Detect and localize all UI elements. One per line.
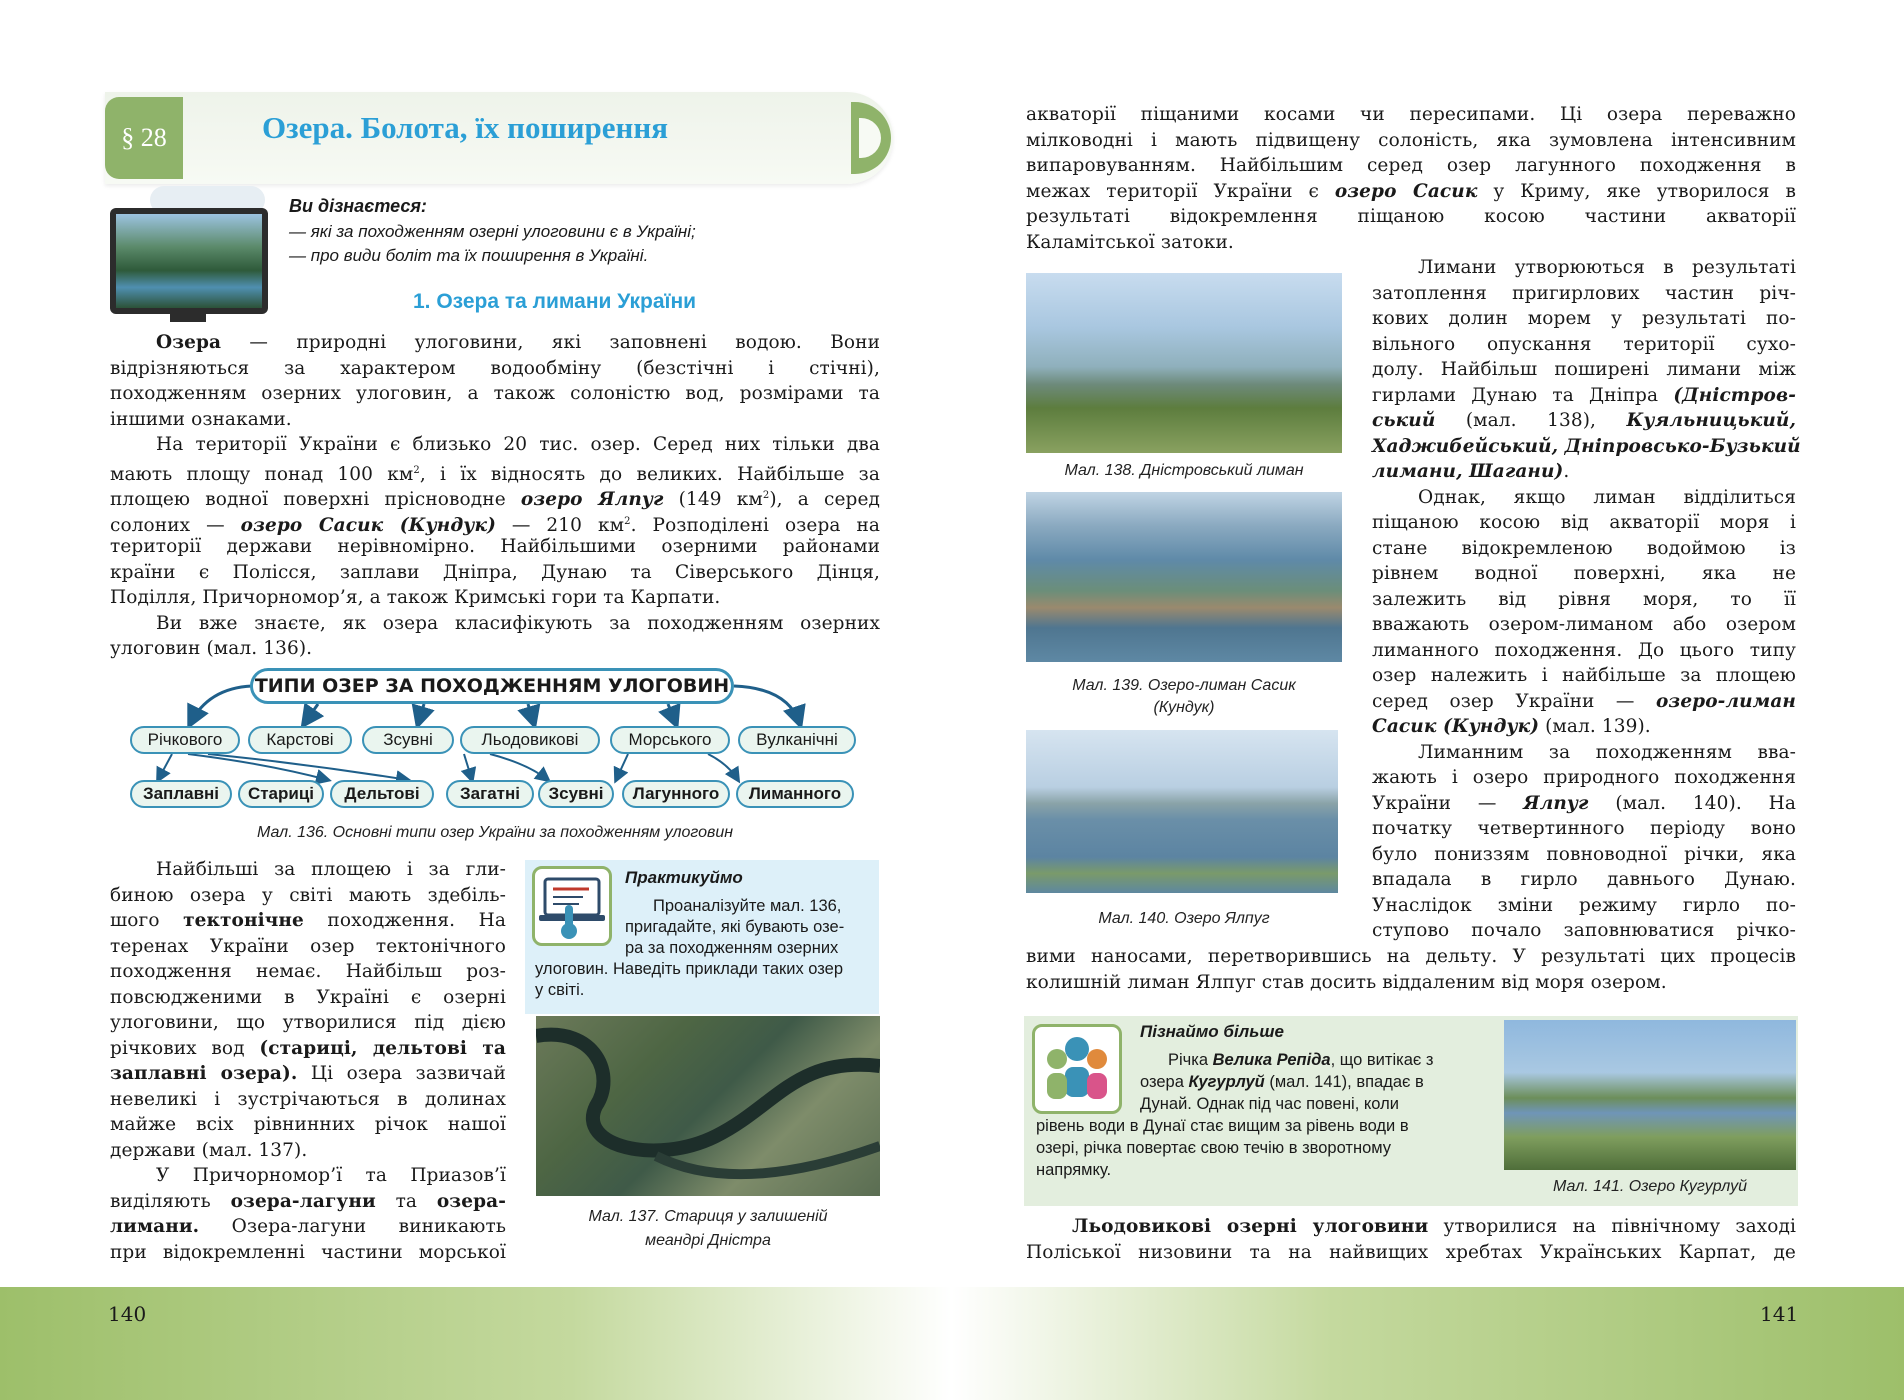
diagram-node: Загатні <box>446 780 534 808</box>
paragraph-yalpuh-delta: вими наносами, перетворившись на дельту. У результаті цих процесів колишній лиман Ялпуг став досить віддаленим від моря озером. <box>1026 946 1796 993</box>
learn-more-line: рівень води в Дунаї стає вищим за рівень води в <box>1036 1117 1409 1135</box>
figure-caption: Мал. 138. Дністровський лиман <box>1064 462 1304 479</box>
diagram-node: Лиманного <box>736 780 854 808</box>
learn-item: — які за походженням озерні улоговини є в Україні; <box>289 222 696 241</box>
figure-caption: Мал. 136. Основні типи озер України за походженням улоговин <box>256 824 734 841</box>
practice-title: Практикуймо <box>625 868 743 887</box>
learn-more-line: Дунай. Однак під час повені, коли <box>1140 1095 1399 1113</box>
diagram-node: Лагунного <box>622 780 730 808</box>
section-number-badge: § 28 <box>105 97 183 179</box>
page-title: Озера. Болота, їх поширення <box>262 110 668 145</box>
figure-caption: Мал. 137. Стариця у залишеній <box>588 1208 828 1225</box>
practice-line: Проаналізуйте мал. 136, <box>653 897 842 915</box>
figure-caption: меандрі Дністра <box>645 1232 771 1249</box>
practice-line: у світі. <box>535 981 585 999</box>
diagram-node: Морського <box>610 726 730 754</box>
learn-item: — про види боліт та їх поширення в Україні. <box>289 246 649 265</box>
learn-more-line: Річка Велика Репіда, що витікає з <box>1168 1051 1434 1069</box>
learn-more-line: озері, річка повертає свою течію в зворотному <box>1036 1139 1392 1157</box>
diagram-node: Заплавні <box>130 780 232 808</box>
section-heading: 1. Озера та лимани України <box>413 290 697 313</box>
photo-sasyk-lake <box>1026 492 1342 662</box>
figure-caption: Мал. 140. Озеро Ялпуг <box>1098 910 1270 927</box>
figure-caption: (Кундук) <box>1153 699 1215 716</box>
diagram-node: Річкового <box>130 726 240 754</box>
learn-more-line: напрямку. <box>1036 1161 1112 1179</box>
paragraph-lagoons: акваторії піщаними косами чи пересипами. Ці озера переважно мілководні і мають підвищену солоність, яка зумовлена інтенсивним випаровуванням. Найбільшим серед озер лагунного походження в межах території України є озеро Сасик у Криму, яке утворилося в результаті відокремлення піщаною косою частини акваторії Каламітської затоки. <box>1026 104 1796 253</box>
diagram-node: Дельтові <box>330 780 434 808</box>
monitor-lake-illustration <box>110 208 268 314</box>
diagram-node: Стариці <box>238 780 324 808</box>
page-number-right: 141 <box>1760 1302 1799 1326</box>
photo-yalpuh-lake <box>1026 730 1338 893</box>
photo-dniester-estuary <box>1026 273 1342 453</box>
learn-more-line: озера Кугурлуй (мал. 141), впадає в <box>1140 1073 1424 1091</box>
learn-more-title: Пізнаймо більше <box>1140 1022 1284 1041</box>
monitor-stand <box>170 314 206 322</box>
figure-caption: Мал. 139. Озеро-лиман Сасик <box>1072 677 1296 694</box>
practice-box <box>525 860 879 1014</box>
diagram-node: Зсувні <box>538 780 614 808</box>
practice-line: пригадайте, які бувають озе- <box>625 918 845 936</box>
header-decoration <box>851 102 891 174</box>
people-idea-icon <box>1032 1024 1122 1114</box>
laptop-touch-icon <box>532 866 612 946</box>
paragraph-lakes-intro: Озера — природні улоговини, які заповнені водою. Вони відрізняються за характером водообміну (безстічні і стічні), походженням озерних улоговин, а також солоністю вод, розмірами та іншими ознаками. На території України є близько 20 тис. озер. Серед них тільки два мають площу понад 100 $км^2$, і їх відносять до великих. Найбільше за площею водної поверхні прісноводне озеро Ялпуг (149 $км^2$), а серед солоних — озеро Сасик (Кундук) — 210 $км^2$. Розподілені озера на території держави нерівномірно. Найбільшими озерними районами країни є Полісся, заплави Дніпра, Дунаю та Сіверського Дінця, Поділля, Причорномор’я, а також Кримські гори та Карпати. Ви вже знаєте, як озера класифікують за походженням озерних улоговин (мал. 136). <box>110 332 881 659</box>
practice-line: ра за походженням озерних <box>625 939 839 957</box>
diagram-title: ТИПИ ОЗЕР ЗА ПОХОДЖЕННЯМ УЛОГОВИН <box>250 668 734 704</box>
learn-heading: Ви дізнаєтеся: <box>289 196 427 216</box>
paragraph-estuaries: Лимани утворюються в результаті затоплення пригирлових частин річ- кових долин морем у результаті по- вільного опускання території сухо- долу. Найбільш поширені лимани між гирлами Дунаю та Дніпра (Дністров- ський (мал. 138), Куяльницький, Хаджибейський, Дніпровсько-Бузький лимани, Шагани). Однак, якщо лиман відділиться піщаною косою від акваторії моря і стане відокремленою водоймою із рівнем водної поверхні, яка не залежить від рівня моря, то її вважають озером-лиманом або озером лиманного походження. До цього типу озер належить і найбільше за площею серед озер України — озеро-лиман Сасик (Кундук) (мал. 139). Лиманним за походженням вва- жають і озеро природного походження України — Ялпуг (мал. 140). На початку четвертинного періоду воно було пониззям повноводної річки, яка впадала в гирло давнього Дунаю. Унаслідок зміни режиму гирло по- ступово почало заповнюватися річко- <box>1372 257 1801 941</box>
page-number-left: 140 <box>108 1302 147 1326</box>
paragraph-tectonic: Найбільші за площею і за гли- биною озера у світі мають здебіль- шого тектонічне походження. На теренах України озер тектонічного походження немає. Найбільш роз- повсюдженими в Україні є озерні улоговини, що утворилися під дією річкових вод (стариці, дельтові та заплавні озера). Ці озера зазвичай невеликі і зустрічаються в долинах майже всіх рівнинних річок нашої держави (мал. 137). У Причорномор’ї та Приазов’ї виділяють озера-лагуни та озера- лимани. Озера-лагуни виникають при відокремленні частини морської <box>110 859 507 1263</box>
diagram-node: Карстові <box>248 726 352 754</box>
page-footer-band <box>0 1287 1904 1400</box>
paragraph-glacial: Льодовикові озерні улоговини утворилися на північному заході Поліської низовини та на найвищих хребтах Українських Карпат, де <box>1026 1216 1796 1263</box>
photo-dniester-oxbow <box>536 1016 880 1196</box>
diagram-node: Вулканічні <box>738 726 856 754</box>
practice-line: улоговин. Наведіть приклади таких озер <box>535 960 843 978</box>
diagram-node: Льодовикові <box>460 726 600 754</box>
figure-caption: Мал. 141. Озеро Кугурлуй <box>1553 1178 1747 1195</box>
photo-kuhurluy-lake <box>1504 1020 1796 1170</box>
lake-types-diagram <box>128 664 862 814</box>
diagram-node: Зсувні <box>362 726 454 754</box>
